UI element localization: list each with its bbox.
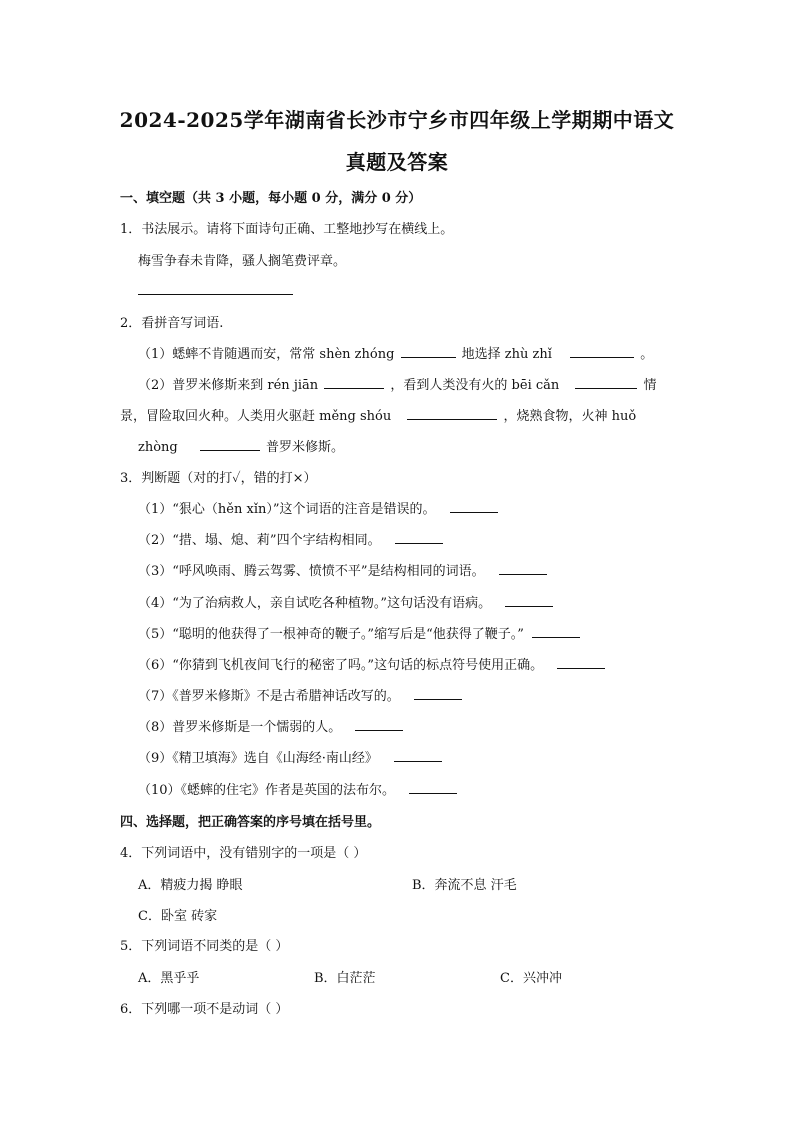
q3-item-2-text: （2）“措、塌、熄、莉”四个字结构相同。 [138,533,381,548]
section4-heading: 四、选择题，把正确答案的序号填在括号里。 [120,815,381,830]
q3-item-9 [138,747,442,766]
q3-item-5-blank[interactable] [532,623,580,638]
q2-part4-text-a: zhòng [138,440,178,455]
q2-part2-text-a: （2）普罗米修斯来到 rén jiān [138,378,319,393]
q1-answer-blank[interactable] [138,280,293,299]
q3-item-5 [138,623,580,642]
q3-item-3-blank[interactable] [499,560,547,575]
q3-stem: 3．判断题（对的打✓，错的打×） [120,471,317,486]
q6-stem: 6．下列哪一项不是动词（ ） [120,1002,289,1017]
q5-stem: 5．下列词语不同类的是（ ） [120,939,289,954]
q3-item-1-text: （1）“狠心（hěn xǐn）”这个词语的注音是错误的。 [138,502,436,517]
q2-blank-renjian[interactable] [324,374,384,389]
q1-stem: 1．书法展示。请将下面诗句正确、工整地抄写在横线上。 [120,222,454,237]
q3-item-3-text: （3）“呼风唤雨、腾云驾雾、愤愤不平”是结构相同的词语。 [138,564,485,579]
q2-part4 [138,436,344,455]
q3-item-9-text: （9）《精卫填海》选自《山海经·南山经》 [138,751,378,766]
q4-option-a[interactable]: A．精疲力揭 睁眼 [138,878,243,893]
q3-item-1 [138,498,498,517]
q2-stem: 2．看拼音写词语. [120,316,224,331]
q2-part3-text-a: 景，冒险取回火种。人类用火驱赶 měng shóu [120,409,392,424]
q3-item-10 [138,779,457,798]
q3-item-8 [138,716,403,735]
q2-part1-text-a: （1）蟋蟀不肯随遇而安，常常 shèn zhóng [138,347,395,362]
q5-option-c[interactable]: C．兴冲冲 [500,971,562,986]
q5-option-b[interactable]: B．白茫茫 [314,971,376,986]
q3-item-2-blank[interactable] [395,529,443,544]
q3-item-6 [138,654,605,673]
q1-poem: 梅雪争春未肯降，骚人搁笔费评章。 [138,254,347,269]
q3-item-6-blank[interactable] [557,654,605,669]
q3-item-10-text: （10）《蟋蟀的住宅》作者是英国的法布尔。 [138,783,396,798]
q3-item-7 [138,685,462,704]
q2-part3 [120,405,636,424]
q3-item-4-blank[interactable] [505,592,553,607]
q2-blank-zhuzhi[interactable] [570,343,634,358]
q3-item-5-text: （5）“聪明的他获得了一根神奇的鞭子。”缩写后是“他获得了鞭子。” [138,627,524,642]
q2-part1 [138,343,653,362]
q2-blank-beican[interactable] [575,374,637,389]
section1-heading: 一、填空题（共 3 小题，每小题 0 分，满分 0 分） [120,191,422,206]
q3-item-9-blank[interactable] [394,747,442,762]
q3-item-4 [138,592,553,611]
q2-blank-shenzhong[interactable] [401,343,456,358]
q3-item-2 [138,529,443,548]
q2-blank-mengshou[interactable] [407,405,497,420]
q2-part2-text-b: ，看到人类没有火的 bēi cǎn [390,378,560,393]
q3-item-4-text: （4）“为了治病救人，亲自试吃各种植物。”这句话没有语病。 [138,596,492,611]
q3-item-6-text: （6）“你猜到飞机夜间飞行的秘密了吗。”这句话的标点符号使用正确。 [138,658,544,673]
q2-part1-text-b: 地选择 zhù zhǐ [461,347,552,362]
q3-item-7-blank[interactable] [414,685,462,700]
q2-part1-text-c: 。 [640,347,654,362]
q3-item-8-text: （8）普罗米修斯是一个懦弱的人。 [138,720,342,735]
q2-part3-text-b: ，烧熟食物，火神 huǒ [503,409,637,424]
q3-item-7-text: （7）《普罗米修斯》不是古希腊神话改写的。 [138,689,400,704]
q2-part4-text-b: 普罗米修斯。 [266,440,345,455]
q2-blank-huozhong[interactable] [200,436,260,451]
q3-item-3 [138,560,547,579]
q2-part2 [138,374,657,393]
q5-option-a[interactable]: A．黑乎乎 [138,971,200,986]
q4-option-b[interactable]: B．奔流不息 汗毛 [412,878,517,893]
q3-item-8-blank[interactable] [355,716,403,731]
page-title-line2: 真题及答案 [345,150,449,174]
page-title-line1: 2024-2025学年湖南省长沙市宁乡市四年级上学期期中语文 [119,108,675,132]
q3-item-1-blank[interactable] [450,498,498,513]
q4-option-c[interactable]: C．卧室 砖家 [138,909,218,924]
q2-part2-text-c: 情 [643,378,657,393]
q4-stem: 4．下列词语中，没有错别字的一项是（ ） [120,846,367,861]
q3-item-10-blank[interactable] [409,779,457,794]
